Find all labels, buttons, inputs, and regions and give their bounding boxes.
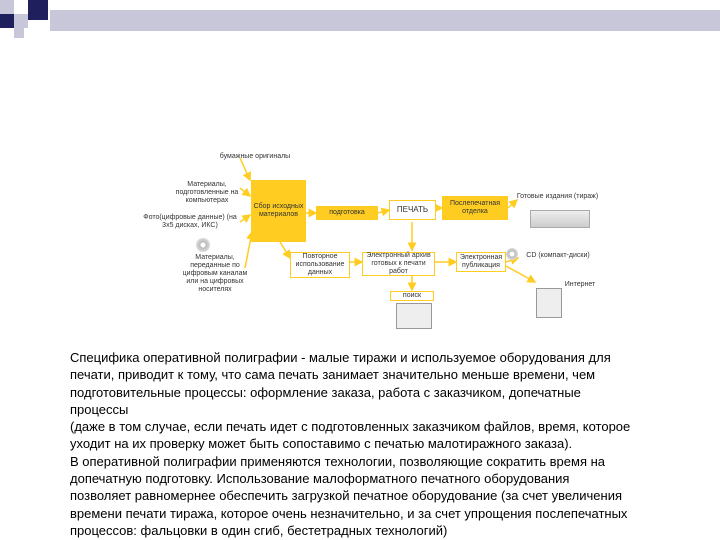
text-line: (даже в том случае, если печать идет с подготовленных заказчиком файлов, время, которое: [70, 419, 631, 435]
box-print: ПЕЧАТЬ: [389, 200, 436, 220]
input-materials-transferred: Материалы, переданные по цифровым каналам или на цифровых носителях: [182, 254, 248, 293]
text-line: подготовительные процессы: оформление заказа, работа с заказчиком, допечатные: [70, 384, 581, 400]
box-electronic-archive: Электронный архив готовых к печати работ: [362, 252, 435, 276]
computer-icon: [396, 303, 432, 329]
box-proof: поиск: [390, 291, 434, 301]
input-materials-prepared: Материалы, подготовленные на компьютерах: [175, 181, 239, 204]
input-paper-originals: бумажные оригиналы: [219, 153, 291, 160]
box-data-reuse: Повторное использование данных: [290, 252, 350, 278]
text-line: процессы: [70, 401, 129, 417]
description-text: [70, 349, 690, 539]
text-line: времени печати тиража, которое очень незначительно, и за счет упрощения послепечатных: [70, 505, 628, 521]
box-collect-materials: Сбор исходных материалов: [251, 180, 306, 242]
output-finished-editions: Готовые издания (тираж): [516, 193, 599, 200]
computer-icon: [536, 288, 562, 318]
stack-icon: [530, 210, 590, 228]
text-line: процессов: фальцовки в один сгиб, бестетрадных технологий): [70, 522, 448, 538]
text-line: печати, приводит к тому, что сама печать занимает значительно меньше времени, чем: [70, 367, 596, 383]
box-postpress: Послепечатная отделка: [442, 196, 508, 220]
text-line: Специфика оперативной полиграфии - малые тиражи и используемое оборудования для: [70, 350, 611, 365]
disc-icon: [506, 248, 518, 260]
text-line: уходит на их проверку может быть сопоставимо с печатью малотиражного заказа).: [70, 436, 573, 452]
disc-icon: [196, 238, 210, 252]
box-electronic-publication: Электронная публикация: [456, 252, 506, 272]
text-line: В оперативной полиграфии применяются технологии, позволяющие сократить время на: [70, 453, 606, 469]
box-prepress: подготовка: [316, 206, 378, 220]
output-cd: CD (компакт-диски): [526, 252, 590, 259]
text-line: позволяет равномернее обеспечить загрузкой печатное оборудование (за счет увеличения: [70, 488, 623, 504]
output-internet: Интернет: [564, 281, 596, 288]
text-line: допечатную подготовку. Использование малоформатного печатного оборудования: [70, 471, 570, 487]
input-photo-digital: Фото(цифровые данные) (на 3х5 дисках, ИКС): [143, 214, 237, 229]
